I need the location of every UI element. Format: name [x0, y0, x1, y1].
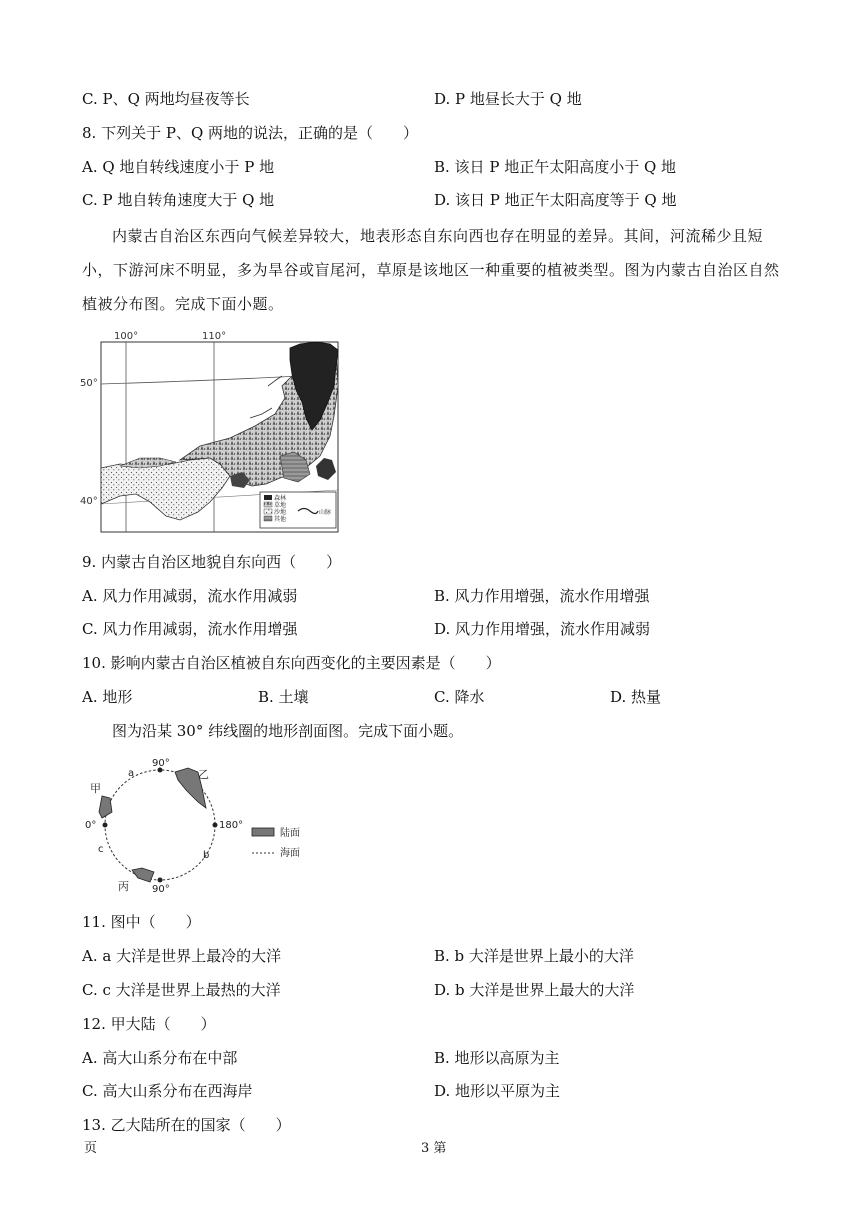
map-legend-grass: 草地 — [274, 502, 287, 509]
profile-label-0: 0° — [85, 820, 97, 831]
q11-option-a: A. a 大洋是世界上最冷的大洋 — [82, 947, 282, 965]
legend-sea-label: 海面 — [280, 848, 300, 859]
q9-option-b: B. 风力作用增强，流水作用增强 — [434, 587, 650, 605]
latitude-profile-diagram — [80, 752, 340, 896]
profile-label-a: a — [128, 768, 135, 779]
profile-label-180: 180° — [219, 820, 244, 831]
map-legend-sand: 沙地 — [274, 509, 287, 516]
map-legend-mountain: 山脉 — [319, 509, 332, 516]
q8-option-a: A. Q 地自转线速度小于 P 地 — [82, 158, 275, 176]
map-lat-40-label: 40° — [80, 496, 98, 507]
q12-option-c: C. 高大山系分布在西海岸 — [82, 1082, 253, 1100]
profile-label-bing: 丙 — [118, 880, 129, 893]
profile-label-c: c — [98, 844, 104, 855]
profile-label-90-bottom: 90° — [152, 884, 170, 895]
profile-label-yi: 乙 — [198, 768, 209, 781]
q8-option-c: C. P 地自转角速度大于 Q 地 — [82, 191, 275, 209]
q11-option-b: B. b 大洋是世界上最小的大洋 — [434, 947, 634, 965]
footer-page-number: 3 第 — [421, 1141, 447, 1156]
map-legend-forest: 森林 — [274, 495, 287, 502]
q10-option-c: C. 降水 — [434, 688, 485, 706]
q12-option-a: A. 高大山系分布在中部 — [82, 1049, 238, 1067]
q12-stem: 12. 甲大陆（ ） — [82, 1015, 216, 1033]
q9-option-d: D. 风力作用增强，流水作用减弱 — [434, 620, 651, 638]
q7-option-d: D. P 地昼长大于 Q 地 — [434, 90, 582, 108]
vegetation-map — [80, 326, 342, 536]
profile-label-90-top: 90° — [152, 758, 170, 769]
q9-option-c: C. 风力作用减弱，流水作用增强 — [82, 620, 298, 638]
q11-option-d: D. b 大洋是世界上最大的大洋 — [434, 981, 635, 999]
map-lon-110-label: 110° — [202, 331, 227, 342]
legend-land-swatch — [252, 828, 274, 836]
q8-option-b: B. 该日 P 地正午太阳高度小于 Q 地 — [434, 158, 677, 176]
legend-land-label: 陆面 — [280, 828, 300, 839]
q13-stem: 13. 乙大陆所在的国家（ ） — [82, 1116, 291, 1134]
q8-option-d: D. 该日 P 地正午太阳高度等于 Q 地 — [434, 191, 677, 209]
profile-label-jia: 甲 — [90, 782, 101, 795]
q9-stem: 9. 内蒙古自治区地貌自东向西（ ） — [82, 553, 342, 571]
q12-option-d: D. 地形以平原为主 — [434, 1082, 561, 1100]
map-legend-other: 其他 — [274, 516, 287, 523]
q9-option-a: A. 风力作用减弱，流水作用减弱 — [82, 587, 298, 605]
q10-option-b: B. 土壤 — [258, 688, 309, 706]
q10-option-d: D. 热量 — [610, 688, 662, 706]
q10-option-a: A. 地形 — [82, 688, 133, 706]
profile-label-b: b — [203, 850, 210, 861]
q11-stem: 11. 图中（ ） — [82, 913, 201, 931]
q10-stem: 10. 影响内蒙古自治区植被自东向西变化的主要因素是（ ） — [82, 654, 501, 672]
q7-option-c: C. P、Q 两地均昼夜等长 — [82, 90, 250, 108]
q8-stem: 8. 下列关于 P、Q 两地的说法，正确的是（ ） — [82, 124, 419, 142]
intro-paragraph-latitude-profile: 图为沿某 30° 纬线圈的地形剖面图。完成下面小题。 — [112, 722, 464, 740]
q11-option-c: C. c 大洋是世界上最热的大洋 — [82, 981, 281, 999]
intro-paragraph-inner-mongolia: 内蒙古自治区东西向气候差异较大，地表形态自东向西也存在明显的差异。其间，河流稀少且短小，下游河床不明显，多为旱谷或盲尾河，草原是该地区一种重要的植被类型。图为内蒙古自治区自然植被分布图。完成下面小题。 — [82, 227, 780, 313]
map-lon-100-label: 100° — [114, 331, 139, 342]
map-lat-50-label: 50° — [80, 378, 98, 389]
footer-left: 页 — [84, 1141, 98, 1156]
q12-option-b: B. 地形以高原为主 — [434, 1049, 560, 1067]
